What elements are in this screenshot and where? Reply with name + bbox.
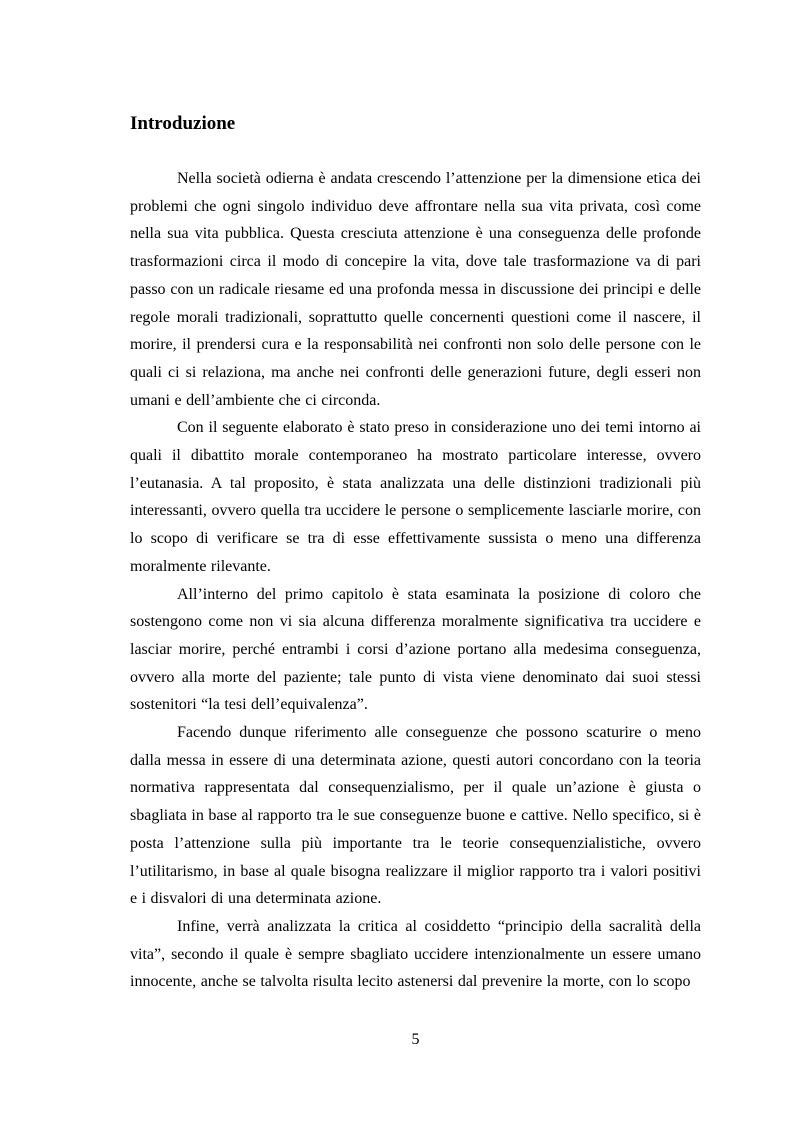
page-number: 5 xyxy=(411,1031,420,1048)
paragraph-first-chapter: All’interno del primo capitolo è stata esaminata la posizione di coloro che sostengono come non vi sia alcuna differenza moralmente significativa tra uccidere e lasciar morire, perché entrambi i corsi d’azione portano alla medesima conseguenza, ovvero alla morte del paziente; tale punto di vista viene denominato dai suoi stessi sostenitori “la tesi dell’equivalenza”. xyxy=(130,585,701,714)
paragraph-sanctity-of-life: Infine, verrà analizzata la critica al cosiddetto “principio della sacralità della vita”, secondo il quale è sempre sbagliato uccidere intenzionalmente un essere umano innocente, anche se talvolta risulta lecito astenersi dal prevenire la morte, con lo scopo xyxy=(130,917,701,991)
paragraph-thesis-topic: Con il seguente elaborato è stato preso in considerazione uno dei temi intorno ai quali il dibattito morale contemporaneo ha mostrato particolare interesse, ovvero l’eutanasia. A tal proposito, è stata analizzata una delle distinzioni tradizionali più interessanti, ovvero quella tra uccidere le persone o semplicemente lasciarle morire, con lo scopo di verificare se tra di esse effettivamente sussista o meno una differenza moralmente rilevante. xyxy=(130,419,701,575)
page-content xyxy=(130,112,701,996)
paragraph-consequentialism: Facendo dunque riferimento alle conseguenze che possono scaturire o meno dalla messa in essere di una determinata azione, questi autori concordano con la teoria normativa rappresentata dal consequenzialismo, per il quale un’azione è giusta o sbagliata in base al rapporto tra le sue conseguenze buone e cattive. Nello specifico, si è posta l’attenzione sulla più importante tra le teorie consequenzialistiche, ovvero l’utilitarismo, in base al quale bisogna realizzare il miglior rapporto tra i valori positivi e i disvalori di una determinata azione. xyxy=(130,724,701,908)
page-title: Introduzione xyxy=(130,113,236,134)
paragraph-intro-society: Nella società odierna è andata crescendo l’attenzione per la dimensione etica dei problemi che ogni singolo individuo deve affrontare nella sua vita privata, così come nella sua vita pubblica. Questa cresciuta attenzione è una conseguenza delle profonde trasformazioni circa il modo di concepire la vita, dove tale trasformazione va di pari passo con un radicale riesame ed una profonda messa in discussione dei principi e delle regole morali tradizionali, soprattutto quelle concernenti questioni come il nascere, il morire, il prendersi cura e la responsabilità nei confronti non solo delle persone con le quali ci si relaziona, ma anche nei confronti delle generazioni future, degli esseri non umani e dell’ambiente che ci circonda. xyxy=(130,170,701,409)
